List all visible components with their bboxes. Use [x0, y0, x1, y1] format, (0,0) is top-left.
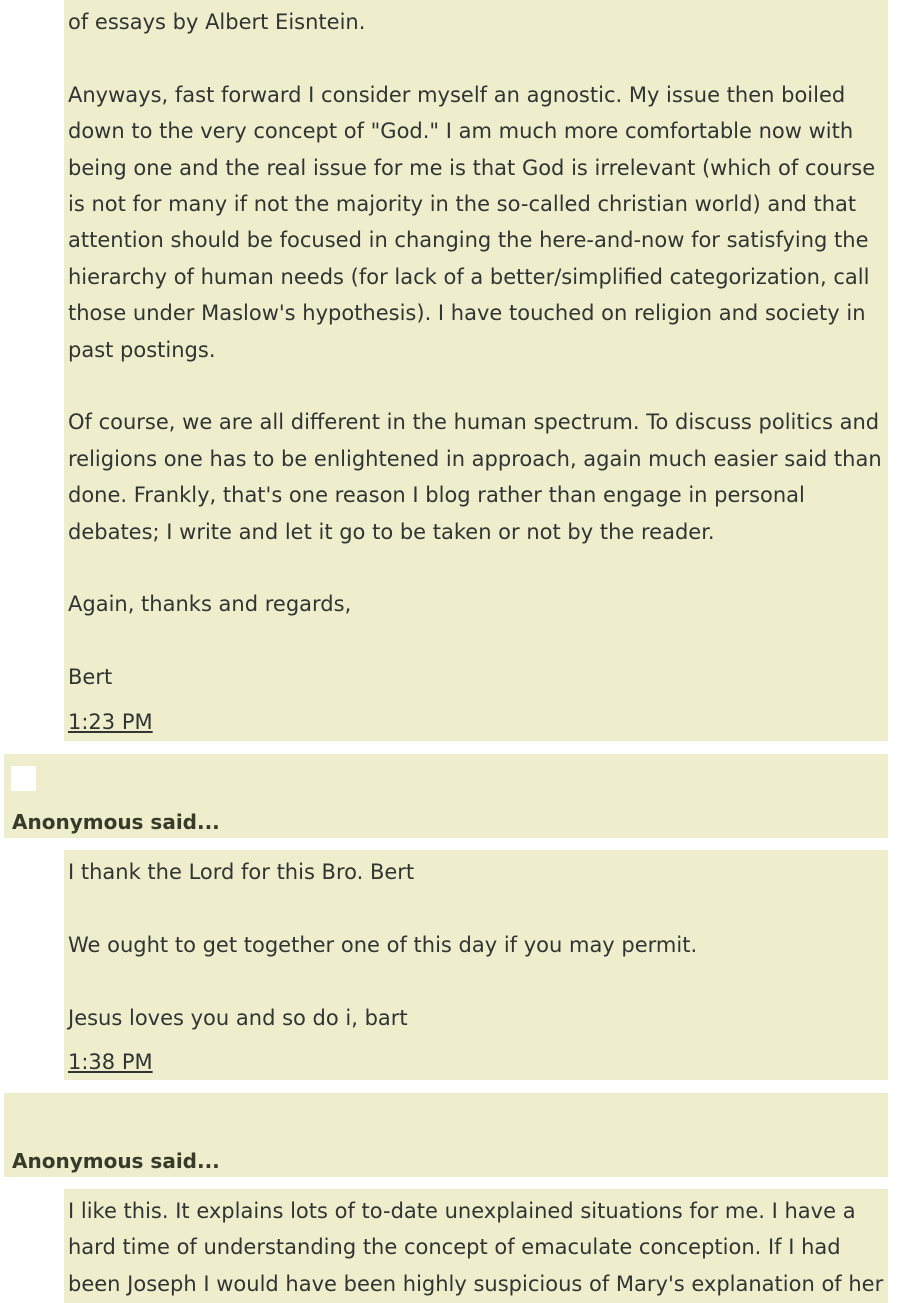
comment-author-band	[4, 754, 888, 838]
comment-paragraph: Anyways, fast forward I consider myself an agnostic. My issue then boiled down to the very concept of "God." I am much more comfortable now with being one and the real issue for me is that God is irrelevant (which of course is not for many if not the majority in the so-called christian world) and that attention should be focused in changing the here-and-now for satisfying the hierarchy of human needs (for lack of a better/simplified categorization, call those under Maslow's hypothesis). I have touched on religion and society in past postings.	[68, 82, 876, 362]
comment-paragraph: Of course, we are all different in the human spectrum. To discuss politics and religions one has to be enlightened in approach, again much easier said than done. Frankly, that's one reason I blog rather than engage in personal debates; I write and let it go to be taken or not by the reader.	[68, 410, 882, 544]
comment-paragraph: Again, thanks and regards,	[68, 592, 352, 617]
comment-author: Anonymous said...	[12, 810, 220, 834]
comment-paragraph: Jesus loves you and so do i, bart	[68, 1005, 408, 1030]
comment-author-band	[4, 1093, 888, 1177]
comment-paragraph: Bert	[68, 665, 113, 690]
comment-paragraph: I like this. It explains lots of to-date unexplained situations for me. I have a hard time of understanding the concept of emaculate conception. If I had been Joseph I would have been highly suspicious of Mary's explanation of her	[68, 1199, 884, 1296]
comment-author: Anonymous said...	[12, 1149, 220, 1173]
avatar-icon[interactable]	[11, 766, 36, 791]
comment-body	[64, 0, 888, 741]
comment-paragraph: I thank the Lord for this Bro. Bert	[68, 860, 415, 884]
comment-paragraph: of essays by Albert Eisntein.	[68, 10, 366, 34]
comment-body	[64, 850, 888, 1080]
comment-timestamp-link[interactable]: 1:38 PM	[68, 1050, 153, 1074]
comment-timestamp-link[interactable]: 1:23 PM	[68, 709, 153, 734]
comment-body	[64, 1189, 888, 1303]
comment-paragraph: We ought to get together one of this day if you may permit.	[68, 932, 698, 957]
